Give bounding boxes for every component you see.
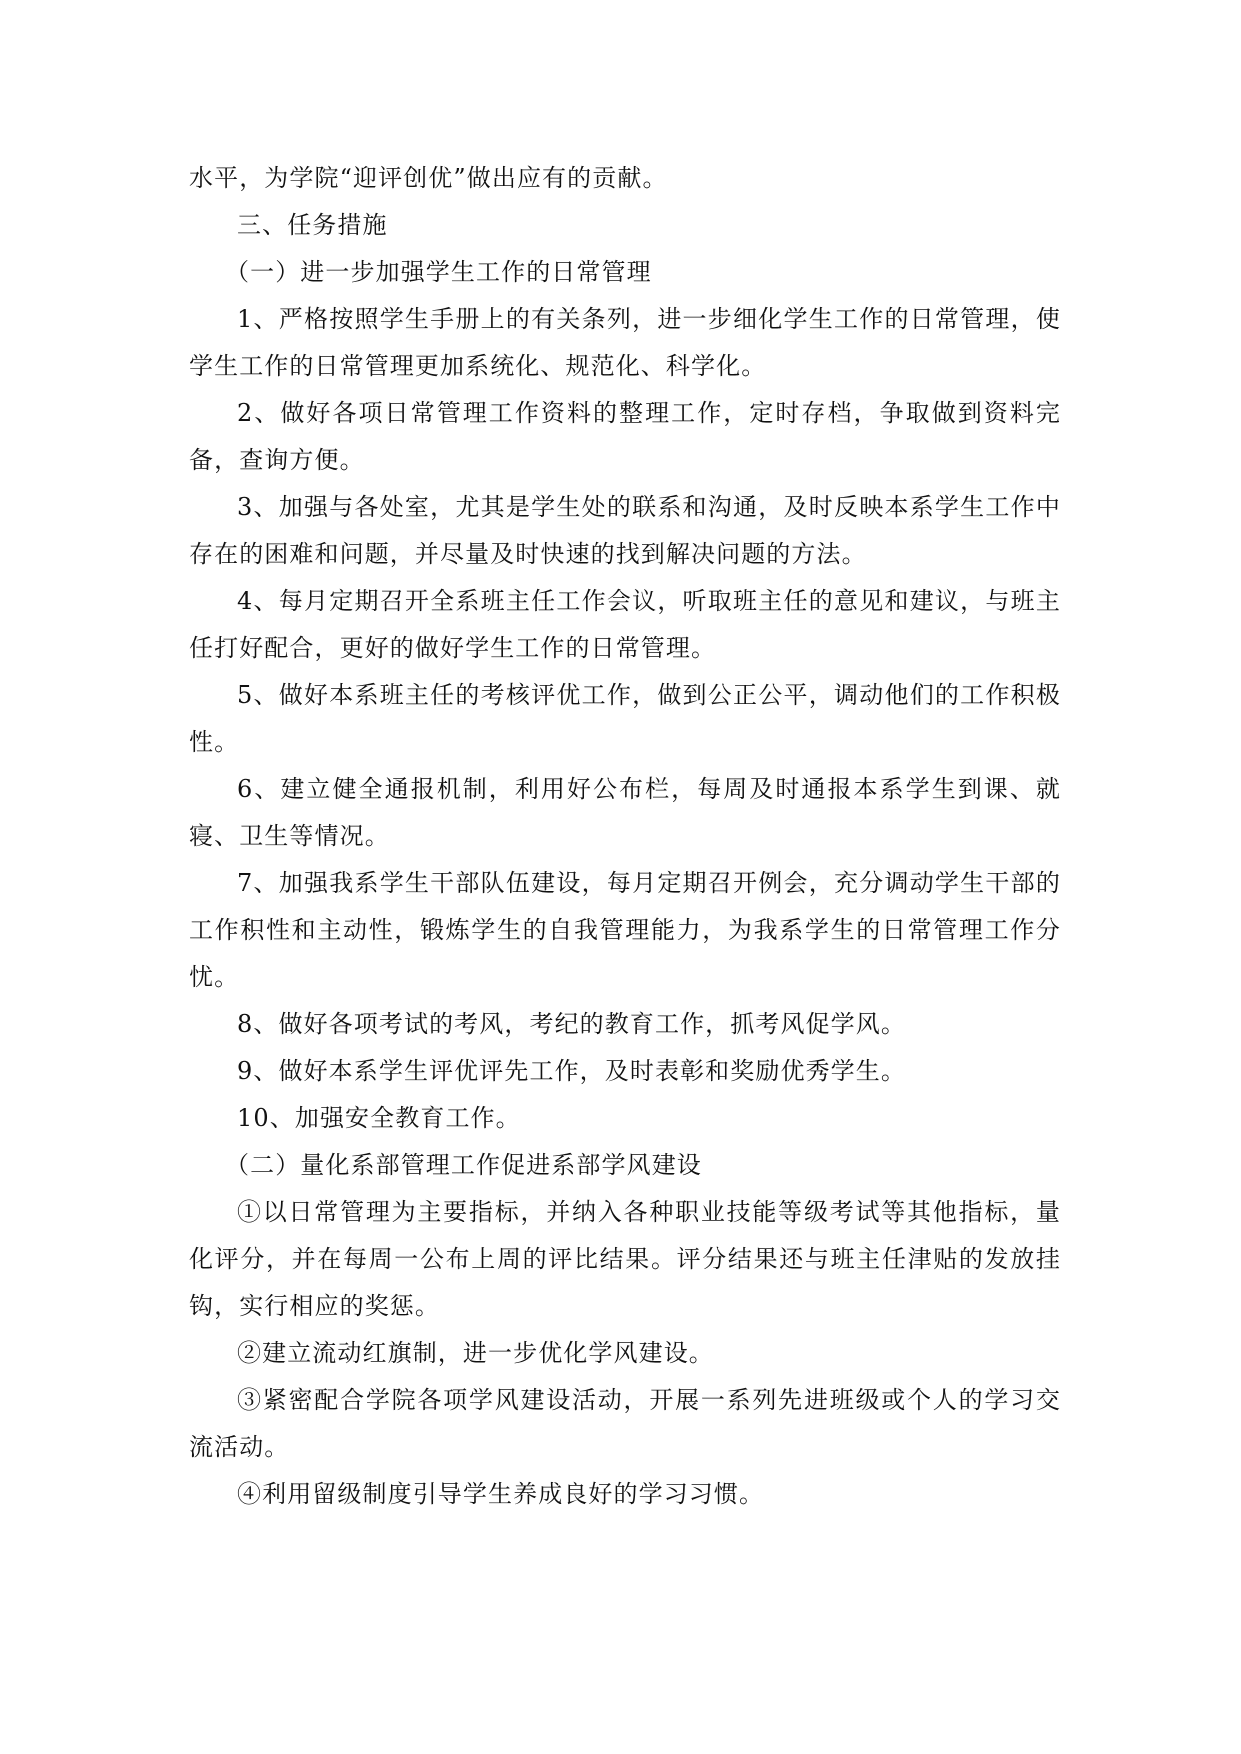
paragraph-continuation: 水平，为学院“迎评创优”做出应有的贡献。 xyxy=(189,164,668,192)
subsection-heading-study-style: （二）量化系部管理工作促进系部学风建设 xyxy=(225,1151,702,1179)
subsection-heading-daily-management: （一）进一步加强学生工作的日常管理 xyxy=(225,258,652,286)
list-item-7: 7、加强我系学生干部队伍建设，每月定期召开例会，充分调动学生干部的工作积性和主动性，锻炼学生的自我管理能力，为我系学生的日常管理工作分忧。 xyxy=(189,869,1061,991)
list-item-6: 6、建立健全通报机制，利用好公布栏，每周及时通报本系学生到课、就寝、卫生等情况。 xyxy=(189,775,1061,850)
measure-item-4: ④利用留级制度引导学生养成良好的学习习惯。 xyxy=(237,1480,765,1508)
list-item-5: 5、做好本系班主任的考核评优工作，做到公正公平，调动他们的工作积极性。 xyxy=(189,681,1061,756)
list-item-8: 8、做好各项考试的考风，考纪的教育工作，抓考风促学风。 xyxy=(237,1010,906,1038)
section-heading-tasks: 三、任务措施 xyxy=(237,211,388,239)
list-item-3: 3、加强与各处室，尤其是学生处的联系和沟通，及时反映本系学生工作中存在的困难和问题，并尽量及时快速的找到解决问题的方法。 xyxy=(189,493,1061,568)
measure-item-1: ①以日常管理为主要指标，并纳入各种职业技能等级考试等其他指标，量化评分，并在每周一公布上周的评比结果。评分结果还与班主任津贴的发放挂钩，实行相应的奖惩。 xyxy=(189,1198,1061,1320)
document-body xyxy=(189,155,1061,1518)
list-item-1: 1、严格按照学生手册上的有关条列，进一步细化学生工作的日常管理，使学生工作的日常管理更加系统化、规范化、科学化。 xyxy=(189,305,1061,380)
list-item-4: 4、每月定期召开全系班主任工作会议，听取班主任的意见和建议，与班主任打好配合，更好的做好学生工作的日常管理。 xyxy=(189,587,1061,662)
list-item-9: 9、做好本系学生评优评先工作，及时表彰和奖励优秀学生。 xyxy=(237,1057,906,1085)
list-item-2: 2、做好各项日常管理工作资料的整理工作，定时存档，争取做到资料完备，查询方便。 xyxy=(189,399,1061,474)
measure-item-3: ③紧密配合学院各项学风建设活动，开展一系列先进班级或个人的学习交流活动。 xyxy=(189,1386,1061,1461)
measure-item-2: ②建立流动红旗制，进一步优化学风建设。 xyxy=(237,1339,714,1367)
list-item-10: 10、加强安全教育工作。 xyxy=(237,1104,521,1132)
